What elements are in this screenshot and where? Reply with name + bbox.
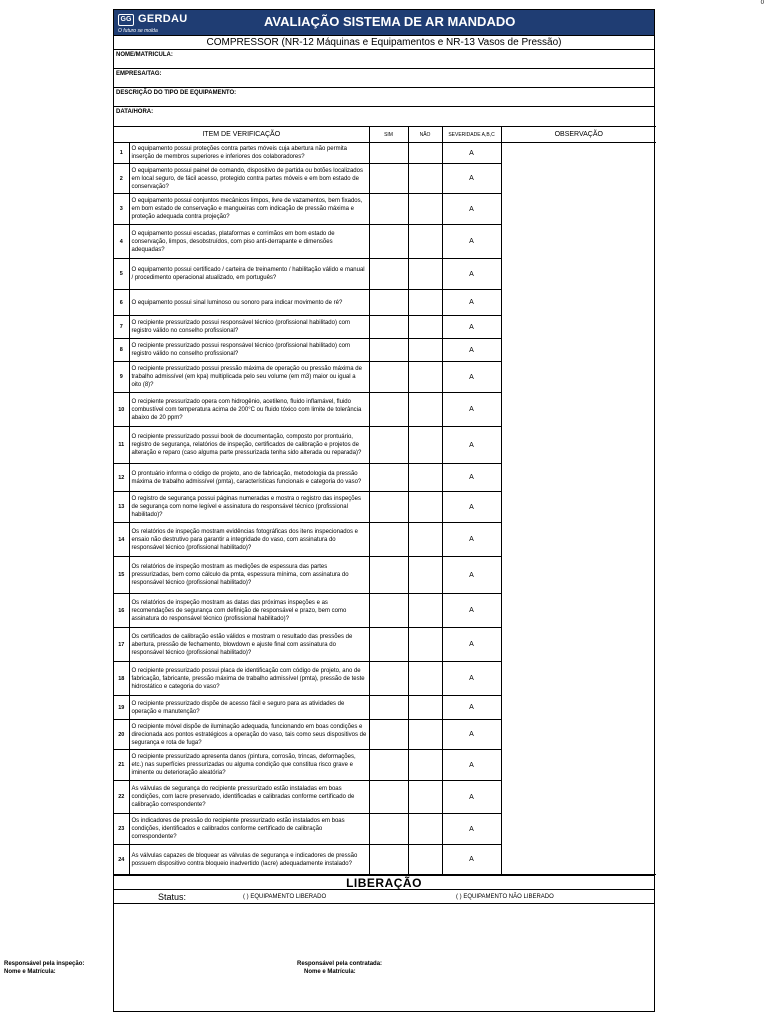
item-nao-cell[interactable] [408, 594, 442, 628]
item-sim-cell[interactable] [369, 594, 408, 628]
item-nao-cell[interactable] [408, 662, 442, 696]
item-severity: A [442, 814, 501, 845]
item-sim-cell[interactable] [369, 696, 408, 720]
item-number: 16 [114, 594, 129, 628]
item-description: O recipiente pressurizado apresenta danos (pintura, corrosão, trincas, deformações, etc.) nas superfícies pressurizadas ou alguma condição que constitua risco grave e iminente ou deterioração aleatória? [129, 750, 369, 781]
item-number: 5 [114, 259, 129, 290]
status-row [114, 890, 654, 904]
item-number: 9 [114, 362, 129, 393]
item-sim-cell[interactable] [369, 225, 408, 259]
item-number: 22 [114, 781, 129, 814]
header-item: ITEM DE VERIFICAÇÃO [114, 127, 369, 143]
item-severity: A [442, 557, 501, 594]
header-nao: NÃO [408, 127, 442, 143]
item-number: 13 [114, 492, 129, 523]
item-severity: A [442, 225, 501, 259]
item-description: As válvulas capazes de bloquear as válvulas de segurança e indicadores de pressão possuem dispositivo contra bloqueio inadvertido (lacre) adequadamente instalado? [129, 845, 369, 875]
form-header [114, 10, 654, 36]
item-severity: A [442, 523, 501, 557]
item-sim-cell[interactable] [369, 339, 408, 362]
item-number: 8 [114, 339, 129, 362]
observacao-column[interactable] [501, 143, 656, 875]
header-severidade: SEVERIDADE A,B,C [442, 127, 501, 143]
item-sim-cell[interactable] [369, 290, 408, 316]
signature-contratada-nome: Nome e Matrícula: [304, 969, 356, 975]
item-nao-cell[interactable] [408, 464, 442, 492]
signature-inspecao-nome: Nome e Matrícula: [4, 969, 56, 975]
item-description: O recipiente móvel dispõe de iluminação adequada, funcionando em boas condições e direcionada aos pontos estratégicos a operação do vaso, tais como seus dispositivos de segurança e rota de fuga? [129, 720, 369, 750]
item-sim-cell[interactable] [369, 316, 408, 339]
item-number: 14 [114, 523, 129, 557]
item-sim-cell[interactable] [369, 492, 408, 523]
item-description: Os relatórios de inspeção mostram as datas das próximas inspeções e as recomendações de segurança com definição de responsável e prazo, bem como assinatura do responsável técnico (profissional habilitado)? [129, 594, 369, 628]
item-number: 23 [114, 814, 129, 845]
gerdau-logo-icon: GG [118, 14, 134, 26]
item-severity: A [442, 362, 501, 393]
empresa-tag-label: EMPRESA/TAG: [116, 71, 162, 77]
item-description: O recipiente pressurizado opera com hidrogênio, acetileno, fluido inflamável, fluido combustível com temperatura acima de 200°C ou fluido tóxico com limite de tolerância abaixo de 20 ppm? [129, 393, 369, 427]
item-number: 21 [114, 750, 129, 781]
item-sim-cell[interactable] [369, 362, 408, 393]
item-number: 24 [114, 845, 129, 875]
verification-table [114, 126, 656, 875]
header-observacao: OBSERVAÇÃO [501, 127, 656, 143]
item-number: 6 [114, 290, 129, 316]
signature-inspecao-responsavel: Responsável pela inspeção: [4, 961, 85, 967]
page-number: 0 [760, 0, 764, 6]
item-sim-cell[interactable] [369, 259, 408, 290]
nome-matricula-field[interactable] [114, 50, 654, 69]
item-nao-cell[interactable] [408, 316, 442, 339]
item-description: O recipiente pressurizado possui pressão máxima de operação ou pressão máxima de trabalho admissível (em kpa) multiplicada pelo seu volume (em m3) maior ou igual a oito (8)? [129, 362, 369, 393]
form-subtitle: COMPRESSOR (NR-12 Máquinas e Equipamentos e NR-13 Vasos de Pressão) [114, 36, 654, 50]
item-severity: A [442, 393, 501, 427]
status-label: Status: [158, 892, 187, 902]
item-nao-cell[interactable] [408, 696, 442, 720]
item-sim-cell[interactable] [369, 164, 408, 194]
item-nao-cell[interactable] [408, 750, 442, 781]
item-sim-cell[interactable] [369, 194, 408, 225]
empresa-tag-field[interactable] [114, 69, 654, 88]
item-description: O equipamento possui certificado / carteira de treinamento / habilitação válido e manual / procedimento operacional atualizado, em português? [129, 259, 369, 290]
item-description: Os relatórios de inspeção mostram evidências fotográficas dos itens inspecionados e ensaio não destrutivo para garantir a integridade do vaso, com assinatura do responsável técnico (profissional habilitado)? [129, 523, 369, 557]
item-severity: A [442, 259, 501, 290]
item-sim-cell[interactable] [369, 720, 408, 750]
item-number: 7 [114, 316, 129, 339]
item-nao-cell[interactable] [408, 362, 442, 393]
item-nao-cell[interactable] [408, 225, 442, 259]
item-number: 17 [114, 628, 129, 662]
item-severity: A [442, 628, 501, 662]
item-nao-cell[interactable] [408, 523, 442, 557]
option-nao-liberado-checkbox[interactable]: ( ) EQUIPAMENTO NÃO LIBERADO [456, 894, 554, 900]
item-nao-cell[interactable] [408, 814, 442, 845]
item-description: Os certificados de calibração estão válidos e mostram o resultado das pressões de abertura, pressão de fechamento, blowdown e ajuste final com assinatura do responsável técnico (profissional habilitado)? [129, 628, 369, 662]
item-number: 1 [114, 143, 129, 164]
item-severity: A [442, 427, 501, 464]
item-description: O equipamento possui sinal luminoso ou sonoro para indicar movimento de ré? [129, 290, 369, 316]
item-number: 10 [114, 393, 129, 427]
evaluation-form [113, 9, 655, 1012]
item-sim-cell[interactable] [369, 781, 408, 814]
option-liberado-checkbox[interactable]: ( ) EQUIPAMENTO LIBERADO [243, 894, 327, 900]
item-sim-cell[interactable] [369, 523, 408, 557]
nome-matricula-label: NOME/MATRICULA: [116, 52, 173, 58]
item-description: Os relatórios de inspeção mostram as medições de espessura das partes pressurizadas, bem como cálculo da pmta, espessura mínima, com assinatura do responsável técnico (profissional habilitado)? [129, 557, 369, 594]
item-description: O registro de segurança possui páginas numeradas e mostra o registro das inspeções de segurança com nome legível e assinatura do responsável técnico (profissional habilitado)? [129, 492, 369, 523]
item-number: 12 [114, 464, 129, 492]
item-nao-cell[interactable] [408, 427, 442, 464]
table-header-row [114, 127, 656, 143]
descricao-equipamento-label: DESCRIÇÃO DO TIPO DE EQUIPAMENTO: [116, 90, 237, 96]
item-severity: A [442, 316, 501, 339]
item-severity: A [442, 845, 501, 875]
item-nao-cell[interactable] [408, 492, 442, 523]
liberacao-title: LIBERAÇÃO [114, 875, 654, 890]
item-sim-cell[interactable] [369, 814, 408, 845]
item-severity: A [442, 464, 501, 492]
item-number: 3 [114, 194, 129, 225]
item-nao-cell[interactable] [408, 143, 442, 164]
item-description: O equipamento possui painel de comando, dispositivo de partida ou botões localizados em local seguro, de fácil acesso, protegido contra partes móveis e em bom estado de conservação? [129, 164, 369, 194]
item-description: Os indicadores de pressão do recipiente pressurizado estão instalados em boas condições, identificados e calibrados conforme certificado de calibração correspondente? [129, 814, 369, 845]
data-hora-field[interactable] [114, 107, 654, 126]
item-severity: A [442, 750, 501, 781]
item-description: As válvulas de segurança do recipiente pressurizado estão instaladas em boas condições, com lacre preservado, identificadas e calibradas conforme certificado de calibração correspondente? [129, 781, 369, 814]
logo-name: GERDAU [138, 13, 188, 25]
item-nao-cell[interactable] [408, 164, 442, 194]
item-number: 4 [114, 225, 129, 259]
item-description: O recipiente pressurizado possui book de documentação, composto por prontuário, registro de segurança, relatórios de inspeção, certificados de calibração e projetos de alteração e reparo (caso alguma parte pressurizada tenha sido alterada ou reparada)? [129, 427, 369, 464]
item-severity: A [442, 781, 501, 814]
data-hora-label: DATA/HORA: [116, 109, 154, 115]
item-severity: A [442, 594, 501, 628]
item-severity: A [442, 290, 501, 316]
logo-tagline: O futuro se molda [118, 28, 158, 34]
item-description: O equipamento possui conjuntos mecânicos limpos, livre de vazamentos, bem fixados, em bom estado de conservação e mangueiras com indicação de pressão máxima e proteção adequada contra projeção? [129, 194, 369, 225]
item-description: O equipamento possui proteções contra partes móveis cuja abertura não permita inserção de membros superiores e inferiores dos colaboradores? [129, 143, 369, 164]
item-number: 11 [114, 427, 129, 464]
item-sim-cell[interactable] [369, 557, 408, 594]
item-nao-cell[interactable] [408, 720, 442, 750]
item-nao-cell[interactable] [408, 259, 442, 290]
item-sim-cell[interactable] [369, 662, 408, 696]
item-severity: A [442, 339, 501, 362]
item-description: O recipiente pressurizado dispõe de acesso fácil e seguro para as atividades de operação e manutenção? [129, 696, 369, 720]
item-sim-cell[interactable] [369, 845, 408, 875]
item-sim-cell[interactable] [369, 750, 408, 781]
table-row [114, 143, 656, 164]
item-nao-cell[interactable] [408, 194, 442, 225]
item-nao-cell[interactable] [408, 781, 442, 814]
item-severity: A [442, 164, 501, 194]
item-severity: A [442, 662, 501, 696]
item-nao-cell[interactable] [408, 290, 442, 316]
item-nao-cell[interactable] [408, 628, 442, 662]
item-number: 15 [114, 557, 129, 594]
signature-contratada-responsavel: Responsável pela contratada: [297, 961, 383, 967]
item-severity: A [442, 696, 501, 720]
item-sim-cell[interactable] [369, 427, 408, 464]
item-description: O recipiente pressurizado possui responsável técnico (profissional habilitado) com registro válido no conselho profissional? [129, 339, 369, 362]
item-sim-cell[interactable] [369, 464, 408, 492]
item-nao-cell[interactable] [408, 557, 442, 594]
item-sim-cell[interactable] [369, 143, 408, 164]
item-severity: A [442, 492, 501, 523]
item-nao-cell[interactable] [408, 393, 442, 427]
item-number: 18 [114, 662, 129, 696]
item-severity: A [442, 720, 501, 750]
item-severity: A [442, 194, 501, 225]
item-description: O recipiente pressurizado possui responsável técnico (profissional habilitado) com registro válido no conselho profissional? [129, 316, 369, 339]
item-number: 20 [114, 720, 129, 750]
signature-contratada[interactable] [297, 960, 382, 976]
item-sim-cell[interactable] [369, 393, 408, 427]
gerdau-logo [118, 13, 198, 33]
item-description: O prontuário informa o código de projeto, ano de fabricação, metodologia da pressão máxima de trabalho admissível (pmta), características funcionais e categoria do vaso? [129, 464, 369, 492]
item-nao-cell[interactable] [408, 339, 442, 362]
item-nao-cell[interactable] [408, 845, 442, 875]
item-description: O recipiente pressurizado possui placa de identificação com código de projeto, ano de fabricação, fabricante, pressão máxima de trabalho admissível (pmta), pressão de teste hidrostático e categoria do vaso? [129, 662, 369, 696]
header-sim: SIM [369, 127, 408, 143]
form-title: AVALIAÇÃO SISTEMA DE AR MANDADO [264, 14, 516, 29]
items-body [114, 143, 656, 875]
item-description: O equipamento possui escadas, plataformas e corrimãos em bom estado de conservação, limpos, desobstruídos, com piso anti-derrapante e dimensões adequadas? [129, 225, 369, 259]
item-severity: A [442, 143, 501, 164]
item-sim-cell[interactable] [369, 628, 408, 662]
item-number: 2 [114, 164, 129, 194]
descricao-equipamento-field[interactable] [114, 88, 654, 107]
item-number: 19 [114, 696, 129, 720]
signature-inspecao[interactable] [4, 960, 84, 976]
